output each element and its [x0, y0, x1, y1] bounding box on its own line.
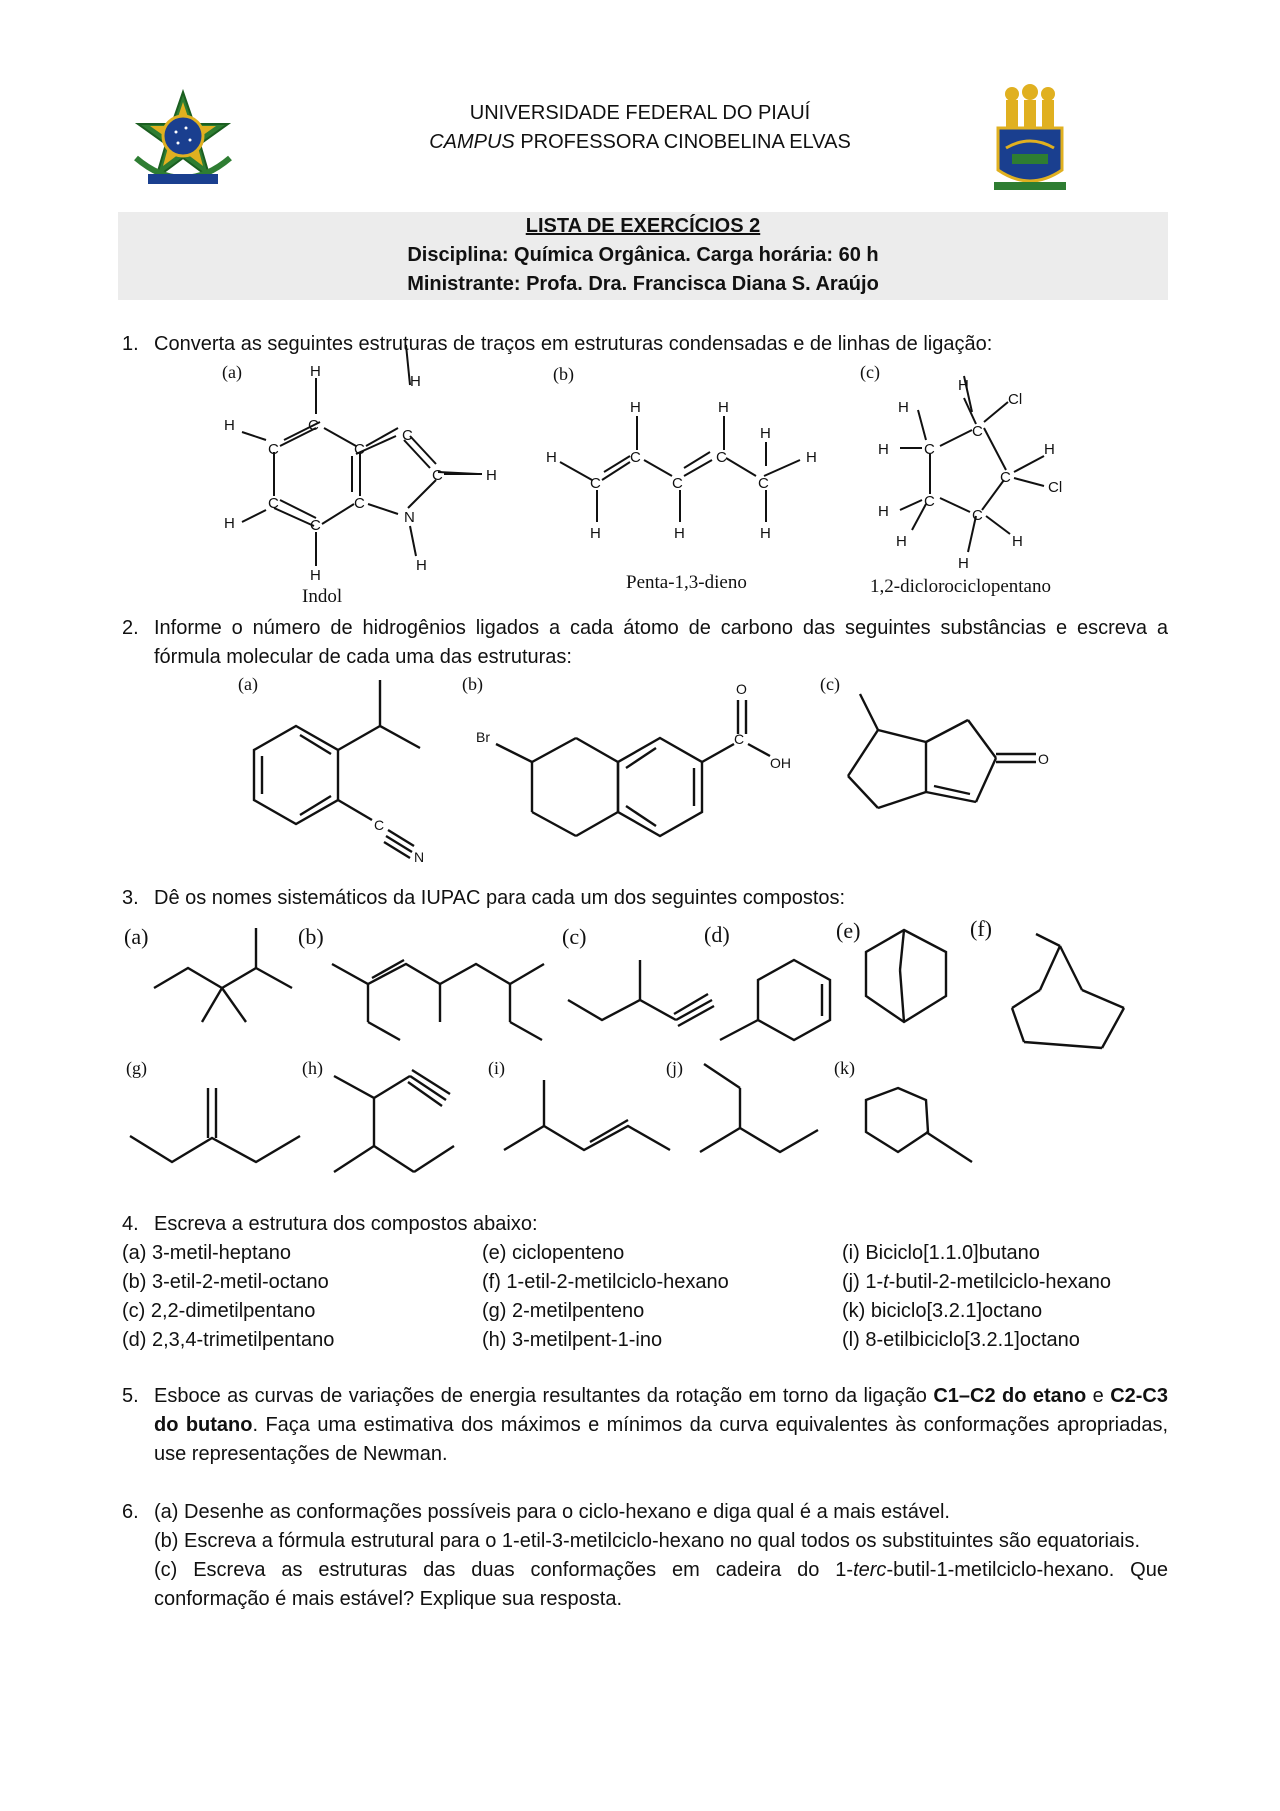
list-item: (i) Biciclo[1.1.0]butano: [842, 1242, 1040, 1264]
question-1: 1. Converta as seguintes estruturas de traços em estruturas condensadas e de linhas de ligação:: [122, 333, 993, 355]
svg-text:C: C: [268, 441, 279, 458]
svg-text:H: H: [878, 503, 889, 520]
svg-text:Cl: Cl: [1008, 391, 1023, 408]
svg-text:C: C: [758, 475, 769, 492]
q6-part-b: (b) Escreva a fórmula estrutural para o 1-etil-3-metilciclo-hexano no qual todos os substituintes são equatoriais.: [154, 1530, 1141, 1552]
svg-text:C: C: [630, 449, 641, 466]
list-title: LISTA DE EXERCÍCIOS 2: [525, 215, 761, 237]
university-name: UNIVERSIDADE FEDERAL DO PIAUÍ: [469, 102, 811, 124]
caption-pentadiene: Penta-1,3-dieno: [626, 572, 747, 593]
list-item: (h) 3-metilpent-1-ino: [482, 1329, 663, 1351]
q3-skeletal-structures-row2: [0, 0, 1, 1]
list-item: (f) 1-etil-2-metilciclo-hexano: [482, 1271, 729, 1293]
svg-text:H: H: [630, 399, 641, 416]
q1-label-c: (c): [860, 362, 880, 382]
list-item: (d) 2,3,4-trimetilpentano: [122, 1329, 335, 1351]
svg-text:H: H: [1012, 533, 1023, 550]
discipline-line: Disciplina: Química Orgânica. Carga horária: 60 h: [407, 244, 879, 266]
svg-text:C: C: [432, 467, 443, 484]
svg-text:C: C: [590, 475, 601, 492]
question-6: 6. (a) Desenhe as conformações possíveis para o ciclo-hexano e diga qual é a mais estável. (b) Escreva a fórmula estrutural para o 1-etil-3-metilciclo-hexano no qual todos os substituintes são equatoriais. (c) Escreva as estruturas das duas conformações em cadeira do 1-terc-butil-1-metilciclo-hexano. Que conformação é mais estável? Explique sua resposta.: [122, 1498, 1168, 1614]
svg-text:H: H: [410, 373, 421, 390]
svg-text:H: H: [718, 399, 729, 416]
svg-text:C: C: [1000, 469, 1011, 486]
q6-part-c: (c) Escreva as estruturas das duas conformações em cadeira do 1-terc-butil-1-metilciclo-hexano. Que conformação é mais estável? Explique sua resposta.: [154, 1559, 1168, 1610]
svg-text:C: C: [924, 441, 935, 458]
svg-text:C: C: [716, 449, 727, 466]
list-item: (l) 8-etilbiciclo[3.2.1]octano: [842, 1329, 1080, 1351]
q3-label-b: (b): [298, 924, 324, 949]
teacher-line: Ministrante: Profa. Dra. Francisca Diana S. Araújo: [407, 273, 879, 295]
question-5: 5. Esboce as curvas de variações de energia resultantes da rotação em torno da ligação C1–C2 do etano e C2-C3 do butano. Faça uma estimativa dos máximos e mínimos da curva equivalentes às conformações apropriadas, use representações de Newman.: [122, 1385, 1169, 1465]
list-item: (c) 2,2-dimetilpentano: [122, 1300, 316, 1322]
svg-text:C: C: [972, 423, 983, 440]
svg-text:H: H: [806, 449, 817, 466]
svg-text:N: N: [414, 849, 425, 865]
svg-text:H: H: [416, 557, 427, 574]
svg-text:C: C: [672, 475, 683, 492]
svg-text:H: H: [896, 533, 907, 550]
svg-text:O: O: [1038, 751, 1049, 767]
q1-label-a: (a): [222, 362, 242, 382]
svg-text:H: H: [898, 399, 909, 416]
svg-text:H: H: [878, 441, 889, 458]
question-3: 3. Dê os nomes sistemáticos da IUPAC para cada um dos seguintes compostos:: [122, 887, 846, 909]
q4-column-3: [842, 1239, 1111, 1355]
list-item: (a) 3-metil-heptano: [122, 1242, 291, 1264]
svg-text:C: C: [310, 517, 321, 534]
svg-text:C: C: [924, 493, 935, 510]
svg-text:H: H: [760, 425, 771, 442]
svg-text:OH: OH: [770, 755, 791, 771]
list-item: (e) ciclopenteno: [482, 1242, 625, 1264]
q3-label-d: (d): [704, 922, 730, 947]
svg-text:Br: Br: [476, 729, 490, 745]
caption-indol: Indol: [302, 586, 343, 607]
q2-label-b: (b): [462, 674, 483, 694]
list-item: (j) 1-t-butil-2-metilciclo-hexano: [842, 1271, 1111, 1293]
caption-dichlorocyclopentane: 1,2-diclorociclopentano: [870, 576, 1051, 597]
q2-label-a: (a): [238, 674, 258, 694]
svg-text:H: H: [590, 525, 601, 542]
q3-label-e: (e): [836, 918, 861, 943]
svg-text:H: H: [760, 525, 771, 542]
svg-text:O: O: [736, 681, 747, 697]
svg-text:C: C: [354, 441, 365, 458]
svg-text:H: H: [674, 525, 685, 542]
svg-text:C: C: [354, 495, 365, 512]
svg-text:H: H: [1044, 441, 1055, 458]
q3-label-g: (g): [126, 1058, 147, 1078]
svg-text:C: C: [402, 427, 413, 444]
svg-text:H: H: [958, 377, 969, 394]
svg-text:Cl: Cl: [1048, 479, 1063, 496]
q4-column-1: [122, 1239, 334, 1355]
svg-text:H: H: [224, 515, 235, 532]
svg-text:C: C: [734, 731, 745, 747]
q3-label-c: (c): [562, 924, 587, 949]
q6-part-a: (a) Desenhe as conformações possíveis para o ciclo-hexano e diga qual é a mais estável.: [154, 1501, 950, 1523]
list-item: (k) biciclo[3.2.1]octano: [842, 1300, 1043, 1322]
q4-column-2: [482, 1239, 729, 1355]
q3-label-k: (k): [834, 1058, 855, 1078]
svg-text:N: N: [404, 509, 415, 526]
svg-text:H: H: [310, 363, 321, 380]
list-item: (b) 3-etil-2-metil-octano: [122, 1271, 329, 1293]
svg-text:H: H: [546, 449, 557, 466]
svg-text:C: C: [972, 507, 983, 524]
question-2: 2. Informe o número de hidrogênios ligados a cada átomo de carbono das seguintes substâncias e escreva a fórmula molecular de cada uma das estruturas:: [122, 617, 1168, 668]
list-item: (g) 2-metilpenteno: [482, 1300, 645, 1322]
q3-label-h: (h): [302, 1058, 323, 1078]
svg-text:C: C: [374, 817, 385, 833]
svg-text:H: H: [486, 467, 497, 484]
campus-name: CAMPUS PROFESSORA CINOBELINA ELVAS: [429, 131, 851, 153]
q3-label-j: (j): [666, 1058, 683, 1078]
q2-label-c: (c): [820, 674, 840, 694]
q3-label-i: (i): [488, 1058, 505, 1078]
q1-label-b: (b): [553, 364, 574, 384]
question-4: 4. Escreva a estrutura dos compostos abaixo:: [122, 1213, 538, 1235]
q3-label-a: (a): [124, 924, 149, 949]
q3-label-f: (f): [970, 916, 992, 941]
svg-text:C: C: [308, 417, 319, 434]
svg-text:H: H: [958, 555, 969, 572]
svg-text:C: C: [268, 495, 279, 512]
svg-text:H: H: [310, 567, 321, 584]
title-box: [118, 212, 1168, 300]
svg-text:H: H: [224, 417, 235, 434]
